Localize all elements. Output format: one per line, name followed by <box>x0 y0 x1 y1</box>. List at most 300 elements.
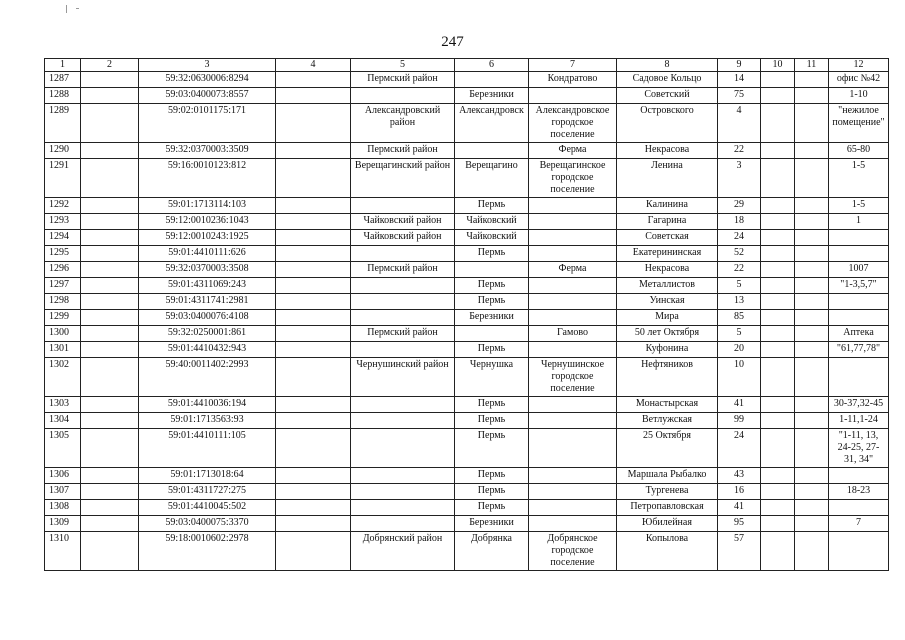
table-cell-col-3: 59:12:0010243:1925 <box>139 230 276 246</box>
table-cell-col-7: Кондратово <box>529 72 617 88</box>
table-cell-col-12 <box>829 310 889 326</box>
table-cell-col-12 <box>829 500 889 516</box>
table-cell-col-12 <box>829 532 889 571</box>
table-cell-col-3: 59:01:4410111:105 <box>139 429 276 468</box>
column-header-11: 11 <box>795 59 829 72</box>
table-cell-col-5 <box>351 342 455 358</box>
table-cell-col-11 <box>795 516 829 532</box>
column-header-12: 12 <box>829 59 889 72</box>
table-cell-col-8: Ветлужская <box>617 413 718 429</box>
table-cell-col-2 <box>81 143 139 159</box>
table-row <box>45 198 889 214</box>
table-cell-col-8: Куфонина <box>617 342 718 358</box>
table-cell-col-9: 10 <box>718 358 761 397</box>
page-number: 247 <box>441 34 464 50</box>
table-cell-col-4 <box>276 397 351 413</box>
table-cell-col-5: Чернушинский район <box>351 358 455 397</box>
table-cell-col-7: Верещагинское городское поселение <box>529 159 617 198</box>
table-cell-col-3: 59:40:0011402:2993 <box>139 358 276 397</box>
table-cell-col-11 <box>795 88 829 104</box>
column-header-8: 8 <box>617 59 718 72</box>
table-cell-col-1: 1288 <box>45 88 81 104</box>
column-header-2: 2 <box>81 59 139 72</box>
table-cell-col-5: Чайковский район <box>351 230 455 246</box>
table-cell-col-9: 20 <box>718 342 761 358</box>
table-cell-col-4 <box>276 468 351 484</box>
table-row <box>45 230 889 246</box>
table-cell-col-8: Садовое Кольцо <box>617 72 718 88</box>
table-cell-col-10 <box>761 413 795 429</box>
table-row <box>45 104 889 143</box>
table-cell-col-2 <box>81 310 139 326</box>
table-cell-col-9: 16 <box>718 484 761 500</box>
table-row <box>45 413 889 429</box>
table-cell-col-4 <box>276 326 351 342</box>
table-cell-col-4 <box>276 159 351 198</box>
table-cell-col-10 <box>761 429 795 468</box>
table-cell-col-11 <box>795 342 829 358</box>
table-cell-col-11 <box>795 326 829 342</box>
table-cell-col-10 <box>761 159 795 198</box>
table-cell-col-1: 1295 <box>45 246 81 262</box>
table-cell-col-1: 1307 <box>45 484 81 500</box>
table-cell-col-5 <box>351 500 455 516</box>
table-cell-col-8: Юбилейная <box>617 516 718 532</box>
table-cell-col-1: 1297 <box>45 278 81 294</box>
table-cell-col-10 <box>761 397 795 413</box>
table-cell-col-10 <box>761 230 795 246</box>
table-cell-col-2 <box>81 246 139 262</box>
column-header-3: 3 <box>139 59 276 72</box>
table-row <box>45 214 889 230</box>
table-cell-col-6: Пермь <box>455 484 529 500</box>
table-cell-col-2 <box>81 342 139 358</box>
table-cell-col-4 <box>276 143 351 159</box>
table-cell-col-12: 1 <box>829 214 889 230</box>
table-cell-col-6: Березники <box>455 310 529 326</box>
registry-table <box>44 58 889 571</box>
table-cell-col-8: Монастырская <box>617 397 718 413</box>
table-cell-col-4 <box>276 230 351 246</box>
column-header-7: 7 <box>529 59 617 72</box>
column-header-4: 4 <box>276 59 351 72</box>
table-cell-col-8: Советский <box>617 88 718 104</box>
table-cell-col-7 <box>529 500 617 516</box>
table-cell-col-6: Пермь <box>455 429 529 468</box>
table-cell-col-10 <box>761 246 795 262</box>
table-cell-col-12: "1-3,5,7" <box>829 278 889 294</box>
table-cell-col-5 <box>351 278 455 294</box>
table-cell-col-12: 1007 <box>829 262 889 278</box>
table-cell-col-2 <box>81 278 139 294</box>
table-cell-col-4 <box>276 500 351 516</box>
table-cell-col-9: 5 <box>718 326 761 342</box>
table-cell-col-2 <box>81 159 139 198</box>
table-cell-col-5 <box>351 484 455 500</box>
table-cell-col-11 <box>795 429 829 468</box>
table-cell-col-10 <box>761 294 795 310</box>
table-row <box>45 246 889 262</box>
table-cell-col-1: 1299 <box>45 310 81 326</box>
table-cell-col-6: Александровск <box>455 104 529 143</box>
table-cell-col-6: Пермь <box>455 342 529 358</box>
table-cell-col-3: 59:01:1713114:103 <box>139 198 276 214</box>
table-cell-col-8: Нефтяников <box>617 358 718 397</box>
table-cell-col-6 <box>455 326 529 342</box>
table-cell-col-2 <box>81 484 139 500</box>
table-cell-col-10 <box>761 198 795 214</box>
table-cell-col-6: Добрянка <box>455 532 529 571</box>
table-cell-col-7 <box>529 429 617 468</box>
table-cell-col-12 <box>829 230 889 246</box>
table-cell-col-8: Гагарина <box>617 214 718 230</box>
table-cell-col-1: 1309 <box>45 516 81 532</box>
table-row <box>45 429 889 468</box>
table-cell-col-11 <box>795 468 829 484</box>
table-cell-col-7 <box>529 484 617 500</box>
table-cell-col-8: Калинина <box>617 198 718 214</box>
table-cell-col-3: 59:32:0630006:8294 <box>139 72 276 88</box>
table-row <box>45 516 889 532</box>
table-cell-col-4 <box>276 484 351 500</box>
table-cell-col-3: 59:01:4311069:243 <box>139 278 276 294</box>
table-cell-col-9: 3 <box>718 159 761 198</box>
table-cell-col-11 <box>795 532 829 571</box>
table-cell-col-5 <box>351 198 455 214</box>
table-cell-col-2 <box>81 72 139 88</box>
table-cell-col-6 <box>455 72 529 88</box>
table-cell-col-5 <box>351 397 455 413</box>
table-cell-col-6 <box>455 262 529 278</box>
table-cell-col-9: 75 <box>718 88 761 104</box>
table-cell-col-4 <box>276 429 351 468</box>
table-cell-col-4 <box>276 532 351 571</box>
table-cell-col-1: 1291 <box>45 159 81 198</box>
table-cell-col-8: Екатерининская <box>617 246 718 262</box>
table-cell-col-10 <box>761 104 795 143</box>
table-cell-col-5 <box>351 516 455 532</box>
table-row <box>45 397 889 413</box>
table-row <box>45 468 889 484</box>
column-header-1: 1 <box>45 59 81 72</box>
table-cell-col-3: 59:01:4311741:2981 <box>139 294 276 310</box>
table-cell-col-11 <box>795 278 829 294</box>
table-cell-col-7 <box>529 413 617 429</box>
table-cell-col-2 <box>81 516 139 532</box>
table-cell-col-6: Березники <box>455 88 529 104</box>
table-cell-col-8: Маршала Рыбалко <box>617 468 718 484</box>
table-cell-col-3: 59:32:0370003:3508 <box>139 262 276 278</box>
table-row <box>45 278 889 294</box>
table-cell-col-9: 99 <box>718 413 761 429</box>
table-cell-col-8: Копылова <box>617 532 718 571</box>
table-cell-col-7: Ферма <box>529 262 617 278</box>
table-row <box>45 159 889 198</box>
table-cell-col-3: 59:03:0400073:8557 <box>139 88 276 104</box>
table-cell-col-9: 22 <box>718 143 761 159</box>
table-cell-col-7 <box>529 198 617 214</box>
table-cell-col-12: Аптека <box>829 326 889 342</box>
table-cell-col-7 <box>529 278 617 294</box>
table-cell-col-6: Верещагино <box>455 159 529 198</box>
table-cell-col-8: Ленина <box>617 159 718 198</box>
table-cell-col-11 <box>795 413 829 429</box>
table-cell-col-1: 1306 <box>45 468 81 484</box>
table-cell-col-4 <box>276 72 351 88</box>
table-row <box>45 532 889 571</box>
table-cell-col-3: 59:12:0010236:1043 <box>139 214 276 230</box>
table-cell-col-3: 59:01:4410036:194 <box>139 397 276 413</box>
table-cell-col-9: 18 <box>718 214 761 230</box>
table-cell-col-12: офис №42 <box>829 72 889 88</box>
table-cell-col-10 <box>761 278 795 294</box>
table-cell-col-12 <box>829 468 889 484</box>
table-cell-col-3: 59:18:0010602:2978 <box>139 532 276 571</box>
table-cell-col-5: Пермский район <box>351 262 455 278</box>
table-cell-col-2 <box>81 500 139 516</box>
table-cell-col-5: Александровский район <box>351 104 455 143</box>
table-cell-col-9: 24 <box>718 230 761 246</box>
table-cell-col-3: 59:02:0101175:171 <box>139 104 276 143</box>
table-cell-col-9: 41 <box>718 397 761 413</box>
table-cell-col-7 <box>529 516 617 532</box>
table-cell-col-2 <box>81 413 139 429</box>
table-cell-col-6: Березники <box>455 516 529 532</box>
table-cell-col-7: Ферма <box>529 143 617 159</box>
table-cell-col-4 <box>276 88 351 104</box>
table-cell-col-12: 1-10 <box>829 88 889 104</box>
table-row <box>45 500 889 516</box>
table-cell-col-1: 1287 <box>45 72 81 88</box>
table-cell-col-12: 65-80 <box>829 143 889 159</box>
table-cell-col-9: 22 <box>718 262 761 278</box>
table-cell-col-10 <box>761 88 795 104</box>
table-cell-col-6: Пермь <box>455 278 529 294</box>
table-cell-col-7 <box>529 342 617 358</box>
table-cell-col-4 <box>276 294 351 310</box>
table-cell-col-4 <box>276 246 351 262</box>
table-cell-col-3: 59:32:0250001:861 <box>139 326 276 342</box>
table-cell-col-8: Тургенева <box>617 484 718 500</box>
table-cell-col-6: Пермь <box>455 246 529 262</box>
table-cell-col-3: 59:32:0370003:3509 <box>139 143 276 159</box>
table-cell-col-7: Александровское городское поселение <box>529 104 617 143</box>
table-cell-col-4 <box>276 278 351 294</box>
table-cell-col-3: 59:01:1713018:64 <box>139 468 276 484</box>
table-cell-col-8: Мира <box>617 310 718 326</box>
table-cell-col-5: Чайковский район <box>351 214 455 230</box>
table-cell-col-11 <box>795 358 829 397</box>
table-cell-col-10 <box>761 468 795 484</box>
table-cell-col-2 <box>81 88 139 104</box>
table-cell-col-7 <box>529 294 617 310</box>
table-cell-col-10 <box>761 500 795 516</box>
table-cell-col-8: Уинская <box>617 294 718 310</box>
table-cell-col-9: 95 <box>718 516 761 532</box>
table-cell-col-1: 1305 <box>45 429 81 468</box>
table-cell-col-11 <box>795 72 829 88</box>
table-cell-col-9: 14 <box>718 72 761 88</box>
table-cell-col-9: 4 <box>718 104 761 143</box>
table-cell-col-11 <box>795 214 829 230</box>
table-cell-col-10 <box>761 484 795 500</box>
table-cell-col-1: 1290 <box>45 143 81 159</box>
table-cell-col-11 <box>795 198 829 214</box>
scan-mark <box>76 8 79 9</box>
table-cell-col-6 <box>455 143 529 159</box>
table-cell-col-8: Петропавловская <box>617 500 718 516</box>
table-cell-col-9: 41 <box>718 500 761 516</box>
table-cell-col-4 <box>276 262 351 278</box>
table-cell-col-10 <box>761 262 795 278</box>
table-cell-col-9: 5 <box>718 278 761 294</box>
table-cell-col-5: Добрянский район <box>351 532 455 571</box>
scan-mark <box>66 5 67 13</box>
table-cell-col-11 <box>795 143 829 159</box>
table-cell-col-9: 13 <box>718 294 761 310</box>
table-cell-col-3: 59:01:4410432:943 <box>139 342 276 358</box>
table-cell-col-5: Верещагинский район <box>351 159 455 198</box>
table-cell-col-7 <box>529 246 617 262</box>
table-cell-col-7 <box>529 230 617 246</box>
table-cell-col-12: 30-37,32-45 <box>829 397 889 413</box>
table-cell-col-2 <box>81 230 139 246</box>
column-header-10: 10 <box>761 59 795 72</box>
table-cell-col-9: 29 <box>718 198 761 214</box>
table-body <box>45 72 889 571</box>
table-cell-col-7: Добрянское городское поселение <box>529 532 617 571</box>
table-cell-col-7 <box>529 397 617 413</box>
table-row <box>45 326 889 342</box>
table-cell-col-6: Пермь <box>455 413 529 429</box>
table-cell-col-11 <box>795 484 829 500</box>
table-cell-col-2 <box>81 429 139 468</box>
table-cell-col-8: Советская <box>617 230 718 246</box>
table-cell-col-7: Гамово <box>529 326 617 342</box>
table-cell-col-1: 1302 <box>45 358 81 397</box>
table-row <box>45 262 889 278</box>
table-cell-col-10 <box>761 310 795 326</box>
table-cell-col-3: 59:01:4410045:502 <box>139 500 276 516</box>
table-cell-col-2 <box>81 326 139 342</box>
table-cell-col-7 <box>529 214 617 230</box>
table-row <box>45 294 889 310</box>
table-cell-col-6: Пермь <box>455 468 529 484</box>
table-cell-col-5 <box>351 468 455 484</box>
table-cell-col-6: Пермь <box>455 294 529 310</box>
table-cell-col-6: Пермь <box>455 397 529 413</box>
table-cell-col-12 <box>829 294 889 310</box>
table-cell-col-2 <box>81 198 139 214</box>
table-cell-col-12 <box>829 246 889 262</box>
table-cell-col-1: 1303 <box>45 397 81 413</box>
table-cell-col-1: 1304 <box>45 413 81 429</box>
table-cell-col-4 <box>276 358 351 397</box>
table-cell-col-10 <box>761 214 795 230</box>
table-cell-col-7 <box>529 310 617 326</box>
table-cell-col-9: 24 <box>718 429 761 468</box>
table-cell-col-8: Некрасова <box>617 143 718 159</box>
table-cell-col-4 <box>276 516 351 532</box>
table-cell-col-5: Пермский район <box>351 143 455 159</box>
table-cell-col-4 <box>276 214 351 230</box>
table-cell-col-4 <box>276 310 351 326</box>
table-cell-col-1: 1292 <box>45 198 81 214</box>
table-cell-col-9: 85 <box>718 310 761 326</box>
table-cell-col-12: 18-23 <box>829 484 889 500</box>
table-cell-col-9: 43 <box>718 468 761 484</box>
table-cell-col-10 <box>761 516 795 532</box>
table-cell-col-11 <box>795 104 829 143</box>
table-cell-col-4 <box>276 342 351 358</box>
table-cell-col-12: "1-11, 13, 24-25, 27-31, 34" <box>829 429 889 468</box>
table-cell-col-2 <box>81 262 139 278</box>
table-cell-col-12: "нежилое помещение" <box>829 104 889 143</box>
table-cell-col-1: 1310 <box>45 532 81 571</box>
table-cell-col-5 <box>351 310 455 326</box>
table-cell-col-1: 1293 <box>45 214 81 230</box>
table-cell-col-3: 59:16:0010123:812 <box>139 159 276 198</box>
table-cell-col-12: 7 <box>829 516 889 532</box>
table-cell-col-5 <box>351 294 455 310</box>
table-cell-col-2 <box>81 468 139 484</box>
table-cell-col-7 <box>529 88 617 104</box>
column-header-9: 9 <box>718 59 761 72</box>
table-cell-col-11 <box>795 159 829 198</box>
table-cell-col-2 <box>81 294 139 310</box>
table-cell-col-8: 25 Октября <box>617 429 718 468</box>
table-header-row <box>45 59 889 72</box>
table-cell-col-3: 59:01:4311727:275 <box>139 484 276 500</box>
table-cell-col-2 <box>81 397 139 413</box>
column-header-6: 6 <box>455 59 529 72</box>
table-cell-col-5 <box>351 413 455 429</box>
table-cell-col-9: 52 <box>718 246 761 262</box>
table-cell-col-3: 59:01:4410111:626 <box>139 246 276 262</box>
table-cell-col-1: 1300 <box>45 326 81 342</box>
table-cell-col-1: 1308 <box>45 500 81 516</box>
table-row <box>45 143 889 159</box>
table-cell-col-8: Некрасова <box>617 262 718 278</box>
table-cell-col-2 <box>81 358 139 397</box>
table-cell-col-1: 1296 <box>45 262 81 278</box>
table-cell-col-10 <box>761 326 795 342</box>
table-cell-col-12: 1-5 <box>829 159 889 198</box>
table-cell-col-8: Островского <box>617 104 718 143</box>
table-cell-col-1: 1298 <box>45 294 81 310</box>
table-cell-col-4 <box>276 104 351 143</box>
table-cell-col-12 <box>829 358 889 397</box>
table-cell-col-6: Чайковский <box>455 230 529 246</box>
table-cell-col-12: 1-11,1-24 <box>829 413 889 429</box>
table-cell-col-7: Чернушинское городское поселение <box>529 358 617 397</box>
table-cell-col-2 <box>81 214 139 230</box>
table-cell-col-12: 1-5 <box>829 198 889 214</box>
table-cell-col-11 <box>795 262 829 278</box>
table-cell-col-11 <box>795 310 829 326</box>
table-cell-col-11 <box>795 500 829 516</box>
table-cell-col-12: "61,77,78" <box>829 342 889 358</box>
table-row <box>45 342 889 358</box>
table-cell-col-2 <box>81 104 139 143</box>
table-cell-col-6: Чернушка <box>455 358 529 397</box>
table-cell-col-11 <box>795 397 829 413</box>
table-cell-col-8: 50 лет Октября <box>617 326 718 342</box>
table-cell-col-5: Пермский район <box>351 72 455 88</box>
table-row <box>45 484 889 500</box>
table-cell-col-4 <box>276 198 351 214</box>
table-cell-col-5 <box>351 88 455 104</box>
